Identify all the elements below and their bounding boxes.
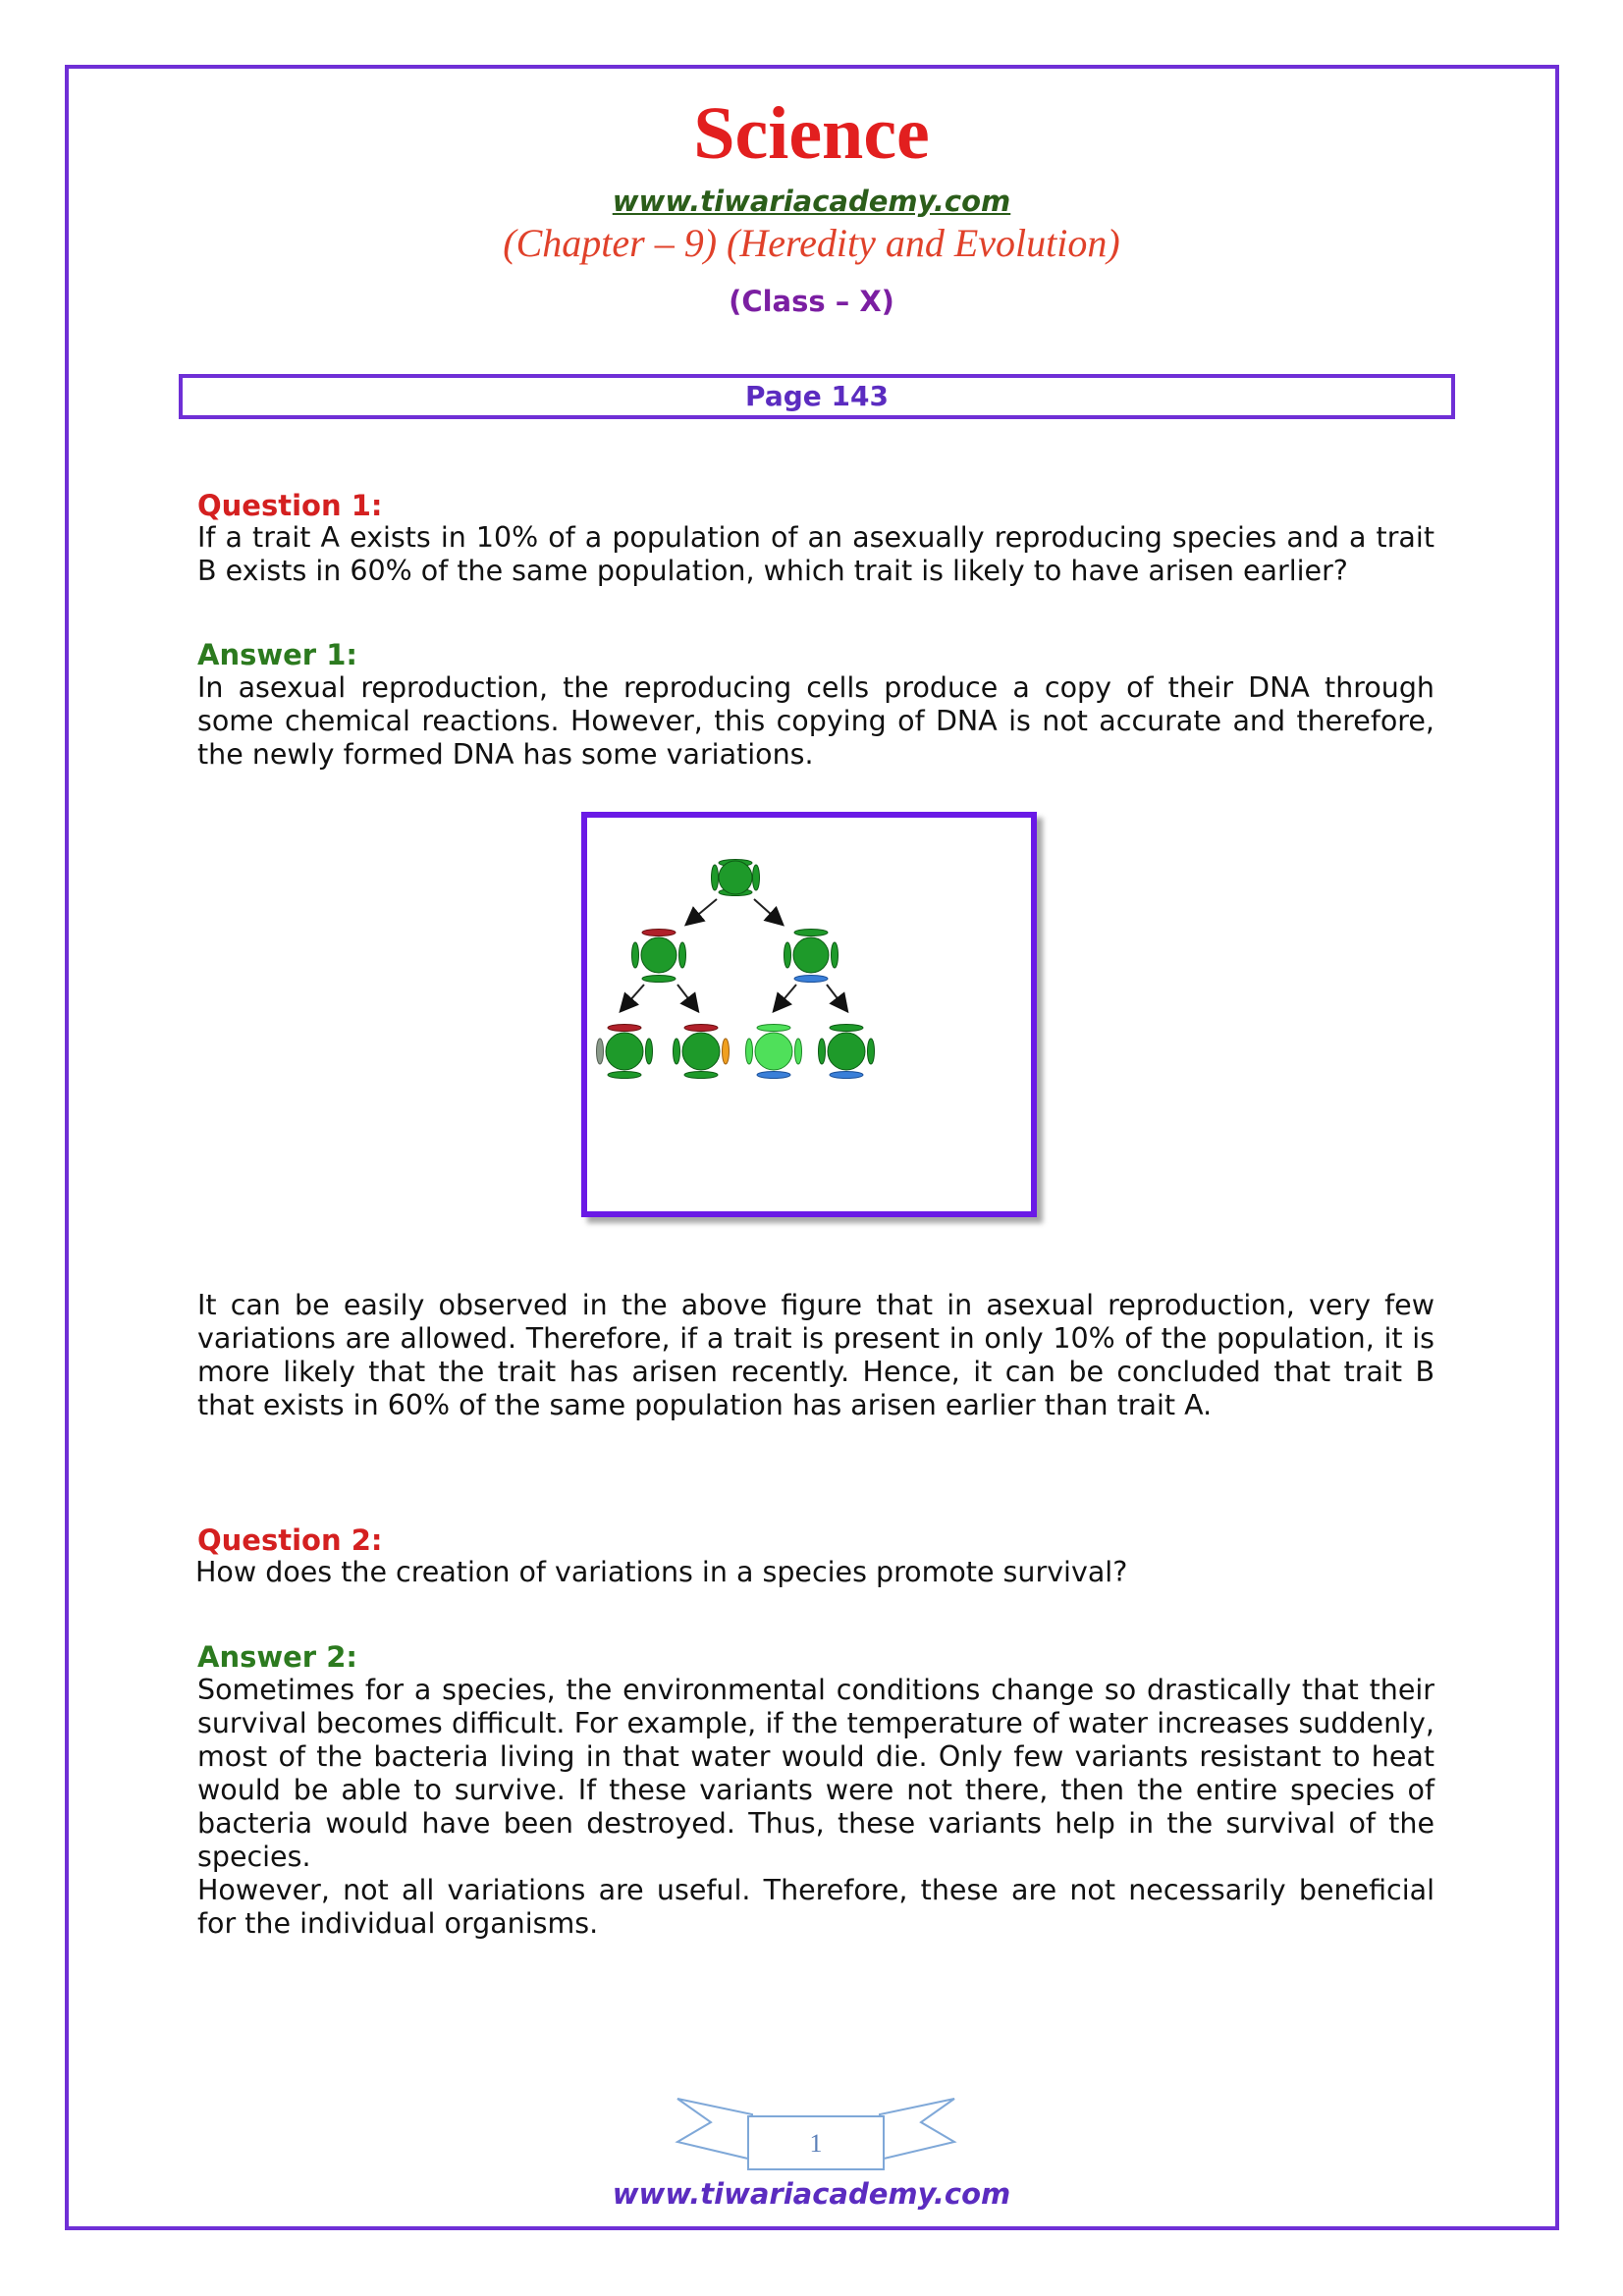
class-label: (Class – X) <box>729 285 894 318</box>
question-2-label: Question 2: <box>197 1523 383 1557</box>
daughter-cell-left <box>632 930 686 983</box>
footer-page-number: 1 <box>809 2129 823 2158</box>
answer-2-label: Answer 2: <box>197 1640 357 1674</box>
granddaughter-cell-1 <box>597 1025 653 1079</box>
chapter-heading: (Chapter – 9) (Heredity and Evolution) <box>503 221 1120 265</box>
question-1-text: If a trait A exists in 10% of a population of an asexually reproducing species and a trait B exists in 60% of the same population, which trait is likely to have arisen earlier? <box>197 521 1434 587</box>
website-link[interactable]: www.tiwariacademy.com <box>612 185 1011 218</box>
arrow-right <box>827 985 846 1010</box>
arrow-left <box>775 985 796 1010</box>
daughter-cell-right <box>784 930 839 983</box>
cell-division-diagram <box>587 818 1031 1211</box>
parent-cell <box>712 860 760 896</box>
question-2-text: How does the creation of variations in a species promote survival? <box>195 1556 1128 1588</box>
granddaughter-cell-4 <box>819 1025 875 1079</box>
arrow-right <box>677 985 697 1010</box>
granddaughter-cell-2 <box>674 1025 730 1079</box>
answer-2-text: Sometimes for a species, the environmental conditions change so drastically that their survival becomes difficult. For example, if the temperature of water increases suddenly, most of the bacteria living in that water would die. Only few variants resistant to heat would be able to survive. If these variants were not there, then the entire species of bacteria would have been destroyed. Thus, these variants help in the survival of the species. However, not all variations are useful. Therefore, these are not necessarily beneficial for the individual organisms. <box>197 1674 1434 1940</box>
answer-1-explanation: It can be easily observed in the above figure that in asexual reproduction, very few variations are allowed. Therefore, if a trait is present in only 10% of the population, it is more likely that the trait has arisen recently. Hence, it can be concluded that trait B that exists in 60% of the same population has arisen earlier than trait A. <box>197 1289 1434 1421</box>
arrow-right <box>754 899 782 924</box>
page-number-box: Page 143 <box>179 374 1455 419</box>
granddaughter-cell-3 <box>746 1025 802 1079</box>
arrow-left <box>622 985 644 1010</box>
asexual-reproduction-figure <box>581 812 1037 1217</box>
footer-url[interactable]: www.tiwariacademy.com <box>612 2177 1011 2211</box>
page-title: Science <box>693 92 930 175</box>
answer-1-text: In asexual reproduction, the reproducing cells produce a copy of their DNA through some chemical reactions. However, this copying of DNA is not accurate and therefore, the newly formed DNA has some variations. <box>197 671 1434 771</box>
answer-1-label: Answer 1: <box>197 638 357 671</box>
question-1-label: Question 1: <box>197 489 383 522</box>
header-website[interactable] <box>0 185 1623 218</box>
arrow-left <box>687 899 717 924</box>
footer-ribbon <box>674 2095 958 2173</box>
